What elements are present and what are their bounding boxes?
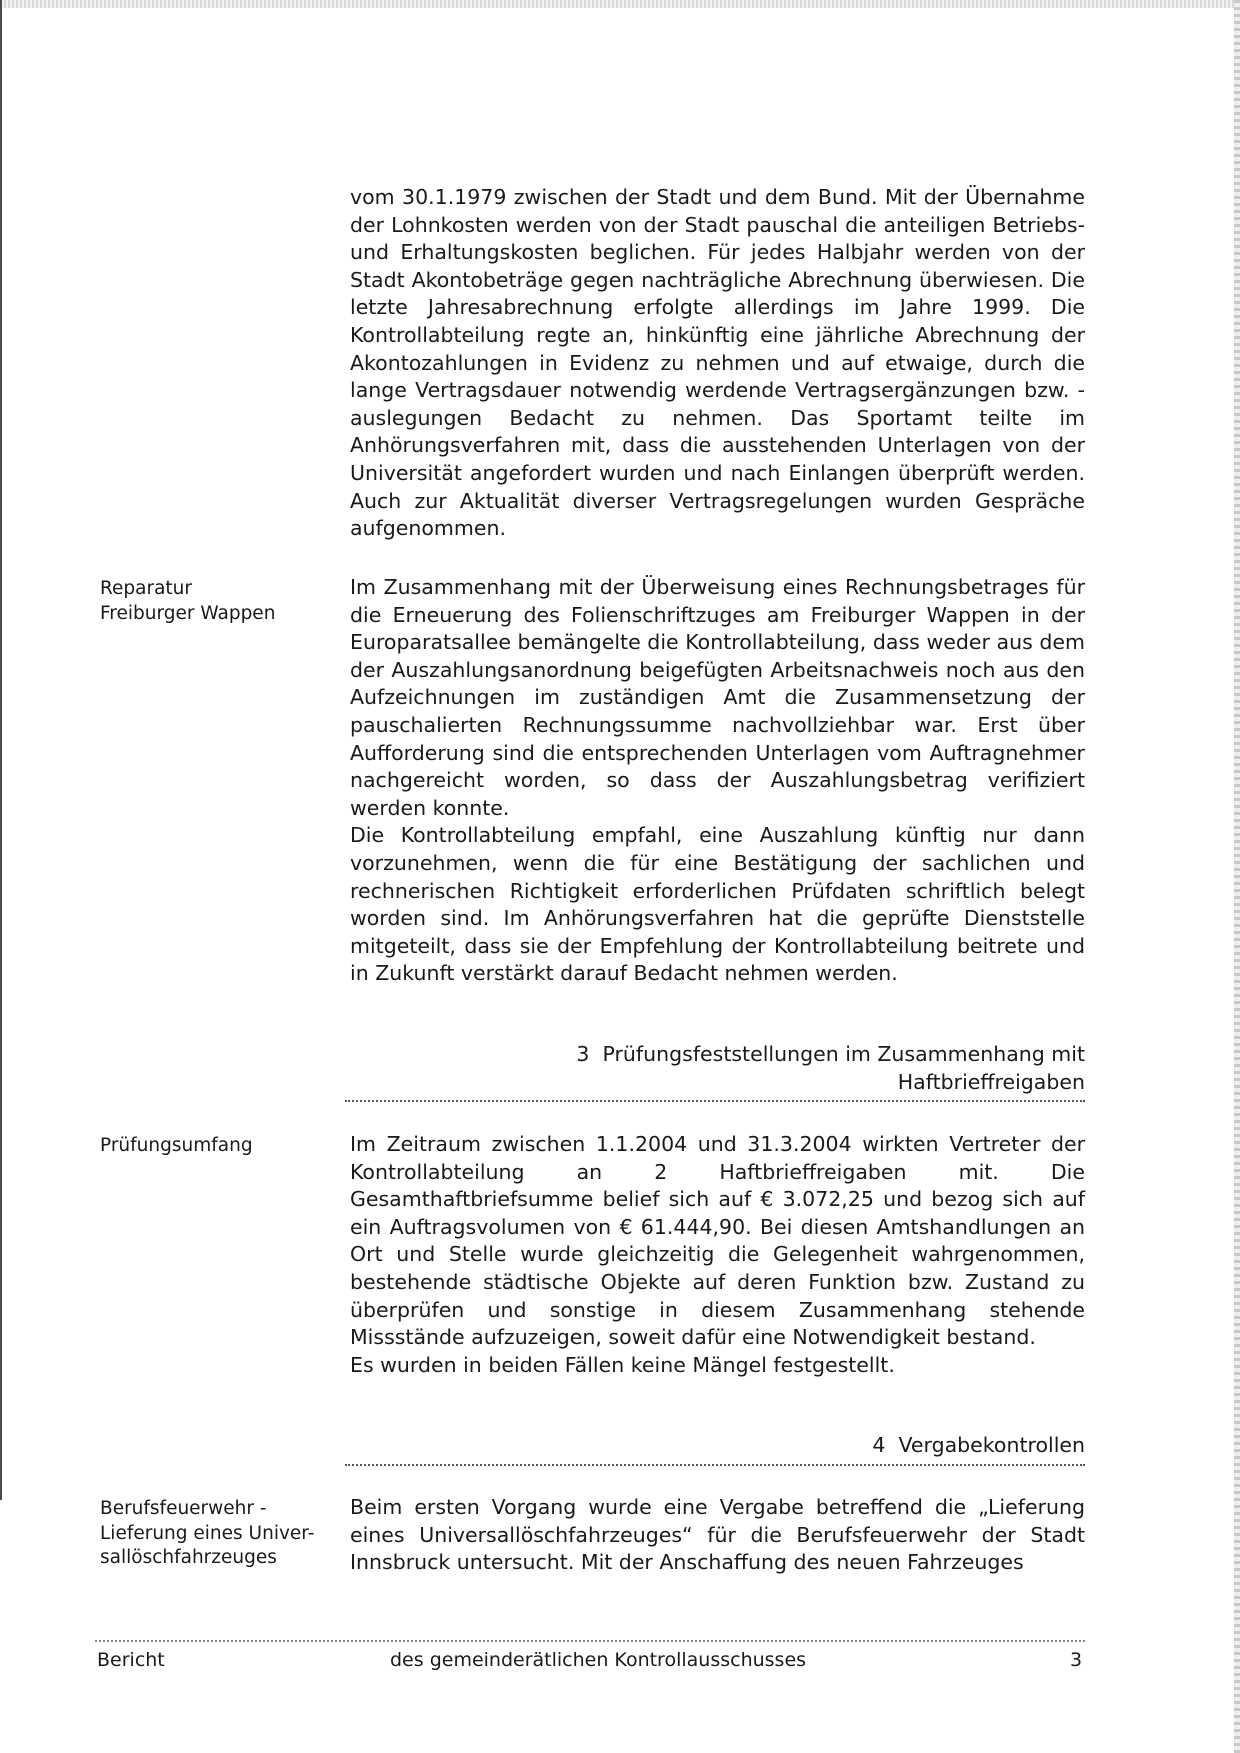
paragraph-text: Beim ersten Vorgang wurde eine Vergabe betreffend die „Lieferung eines Universallöschfahrzeuges“ für die Berufsfeuerwehr der Stadt Innsbruck untersucht. Mit der Anschaffung des neuen Fahrzeuges [350,1495,1085,1575]
margin-note-berufsfeuerwehr [100,1497,330,1571]
section-title: Vergabekontrollen [898,1433,1085,1457]
paragraph-text: Es wurden in beiden Fällen keine Mängel festgestellt. [350,1352,895,1377]
margin-note-line: Prüfungsumfang [100,1135,253,1156]
paragraph-text: Die Kontrollabteilung empfahl, eine Auszahlung künftig nur dann vorzunehmen, wenn die für eine Bestätigung der sachlichen und rechnerischen Richtigkeit erforderlichen Prüfdaten schriftlich belegt worden sind. Im Anhörungsverfahren hat die geprüfte Dienststelle mitgeteilt, dass sie der Empfehlung der Kontrollabteilung beitrete und in Zukunft verstärkt darauf Bedacht nehmen werden. [350,823,1085,986]
section-title: Prüfungsfeststellungen im Zusammenhang mit [602,1042,1085,1066]
margin-note-line: Reparatur [100,578,193,599]
page-number: 3 [1070,1649,1083,1671]
paragraph-vergabe [350,1494,1085,1577]
paragraph-vertrag [350,184,1085,543]
paragraph-freiburger-wappen [350,574,1085,988]
margin-note-line: Berufsfeuerwehr - [100,1498,267,1519]
margin-note-pruefungsumfang [100,1134,330,1159]
margin-note-line: Freiburger Wappen [100,602,276,624]
margin-note-line: Lieferung eines Univer- [100,1522,315,1544]
section-heading-3 [345,1041,1085,1102]
section-number: 3 [576,1042,590,1066]
margin-note-reparatur [100,577,330,626]
scan-edge-top [0,0,1240,8]
footer-left: Bericht [97,1649,165,1671]
paragraph-haftbrieffreigaben [350,1131,1085,1379]
paragraph-text: vom 30.1.1979 zwischen der Stadt und dem Bund. Mit der Übernahme der Lohnkosten werden von der Stadt pauschal die anteiligen Betriebs- und Erhaltungskosten beglichen. Für jedes Halbjahr werden von der Stadt Akontobeträge gegen nachträgliche Abrechnung überwiesen. Die letzte Jahresabrechnung erfolgte allerdings im Jahre 1999. Die Kontrollabteilung regte an, hinkünftig eine jährliche Abrechnung der Akontozahlungen in Evidenz zu nehmen und auf etwaige, durch die lange Vertragsdauer notwendig werdende Vertragsergänzungen bzw. -auslegungen Bedacht zu nehmen. Das Sportamt teilte im Anhörungsverfahren mit, dass die ausstehenden Unterlagen von der Universität angefordert wurden und nach Einlangen überprüft werden. Auch zur Aktualität diverser Vertragsregelungen wurden Gespräche aufgenommen. [350,185,1085,541]
paragraph-text: Im Zeitraum zwischen 1.1.2004 und 31.3.2004 wirkten Vertreter der Kontrollabteilung an 2 Haftbrieffreigaben mit. Die Gesamthaftbriefsumme belief sich auf € 3.072,25 und bezog sich auf ein Auftragsvolumen von € 61.444,90. Bei diesen Amtshandlungen an Ort und Stelle wurde gleichzeitig die Gelegenheit wahrgenommen, bestehende städtische Objekte auf deren Funktion bzw. Zustand zu überprüfen und sonstige in diesem Zusammenhang stehende Missstände aufzuzeigen, soweit dafür eine Notwendigkeit bestand. [350,1132,1085,1350]
section-number: 4 [872,1433,886,1457]
section-title-line2: Haftbrieffreigaben [897,1069,1085,1094]
section-heading-4 [345,1432,1085,1466]
footer-divider [95,1640,1085,1642]
margin-note-line: sallöschfahrzeuges [100,1547,277,1568]
footer-center: des gemeinderätlichen Kontrollausschusses [390,1649,807,1671]
paragraph-text: Im Zusammenhang mit der Überweisung eines Rechnungsbetrages für die Erneuerung des Folienschriftzuges am Freiburger Wappen in der Europaratsallee bemängelte die Kontrollabteilung, dass weder aus dem der Auszahlungsanordnung beigefügten Arbeitsnachweis noch aus den Aufzeichnungen im zuständigen Amt die Zusammensetzung der pauschalierten Rechnungssumme nachvollziehbar war. Erst über Aufforderung sind die entsprechenden Unterlagen vom Auftragnehmer nachgereicht worden, so dass der Auszahlungsbetrag verifiziert werden konnte. [350,575,1085,820]
scan-edge-left [0,0,2,1500]
scan-edge-right [1234,0,1240,1753]
